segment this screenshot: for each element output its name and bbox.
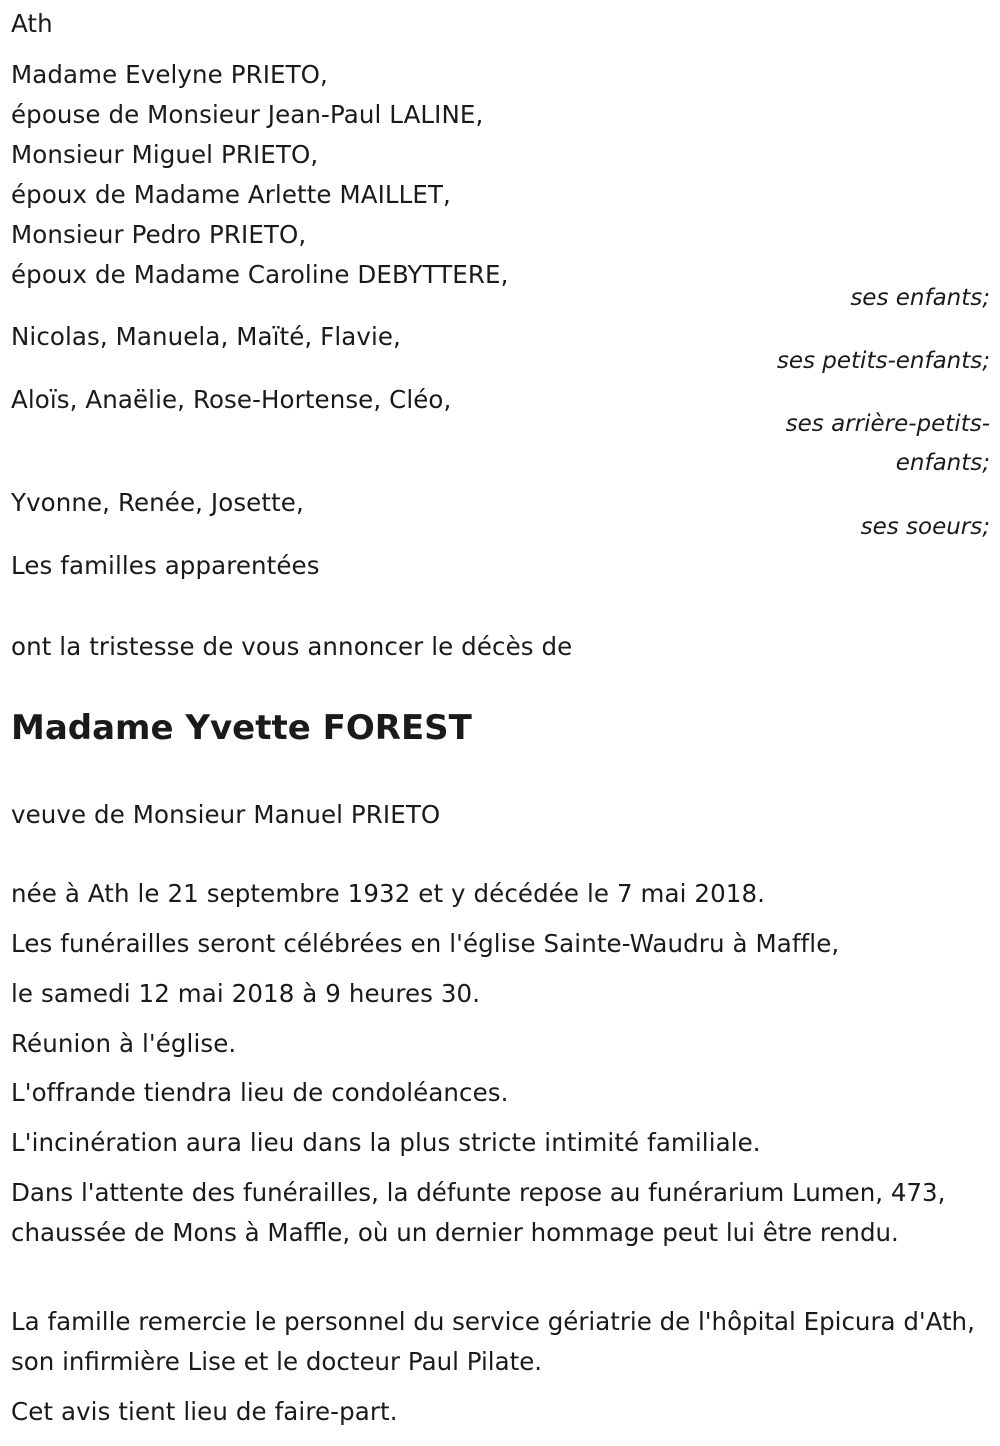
relatives: Les familles apparentées <box>11 551 320 580</box>
announcement: ont la tristesse de vous annoncer le décès de <box>11 632 573 661</box>
grandchildren-names: Nicolas, Manuela, Maïté, Flavie, <box>11 322 401 351</box>
great-grandchildren-role-cont: enfants; <box>895 450 990 476</box>
widow-of: veuve de Monsieur Manuel PRIETO <box>11 800 441 829</box>
funeral-location: Les funérailles seront célébrées en l'église Sainte-Waudru à Maffle, <box>11 929 840 958</box>
location: Ath <box>11 9 53 38</box>
offering-note: L'offrande tiendra lieu de condoléances. <box>11 1078 509 1107</box>
family-child-line: Monsieur Miguel PRIETO, <box>11 140 319 169</box>
funerarium-paragraph: Dans l'attente des funérailles, la défunte repose au funérarium Lumen, 473, chaussée de Mons à Maffle, où un dernier hommage peut lui être rendu. <box>11 1178 946 1247</box>
great-grandchildren-names: Aloïs, Anaëlie, Rose-Hortense, Cléo, <box>11 385 452 414</box>
family-child-line: épouse de Monsieur Jean-Paul LALINE, <box>11 100 484 129</box>
sisters-names: Yvonne, Renée, Josette, <box>11 488 304 517</box>
thanks-paragraph: La famille remercie le personnel du service gériatrie de l'hôpital Epicura d'Ath, son infirmière Lise et le docteur Paul Pilate. <box>11 1307 975 1376</box>
family-child-line: Madame Evelyne PRIETO, <box>11 60 328 89</box>
grandchildren-role: ses petits-enfants; <box>776 348 990 374</box>
family-child-line: époux de Madame Arlette MAILLET, <box>11 180 451 209</box>
funeral-date: le samedi 12 mai 2018 à 9 heures 30. <box>11 979 481 1008</box>
great-grandchildren-role: ses arrière-petits- <box>785 411 990 437</box>
children-role: ses enfants; <box>850 285 990 311</box>
family-child-line: époux de Madame Caroline DEBYTTERE, <box>11 260 509 289</box>
meeting-note: Réunion à l'église. <box>11 1029 237 1058</box>
notice-line: Cet avis tient lieu de faire-part. <box>11 1397 398 1426</box>
birth-death: née à Ath le 21 septembre 1932 et y décédée le 7 mai 2018. <box>11 879 766 908</box>
family-child-line: Monsieur Pedro PRIETO, <box>11 220 307 249</box>
deceased-name: Madame Yvette FOREST <box>11 708 472 748</box>
sisters-role: ses soeurs; <box>860 514 990 540</box>
cremation-note: L'incinération aura lieu dans la plus stricte intimité familiale. <box>11 1128 761 1157</box>
